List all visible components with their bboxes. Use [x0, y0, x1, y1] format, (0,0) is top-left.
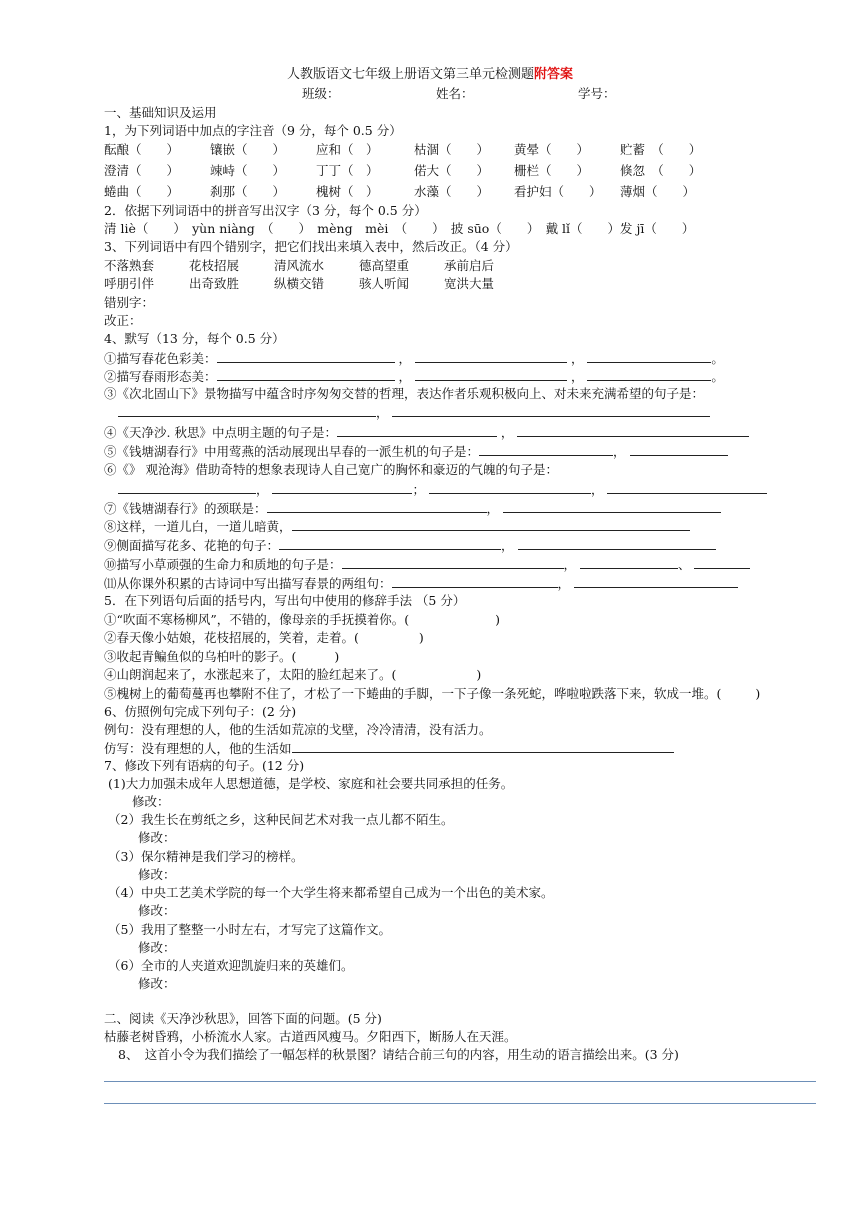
answer-blank[interactable] [217, 368, 395, 381]
answer-line[interactable] [104, 1103, 816, 1104]
q7-fix-label: 修改： [138, 867, 176, 882]
q1-item: 黄晕（ ） [514, 142, 590, 157]
q7-label: 7、修改下列有语病的句子。(12 分) [104, 758, 305, 773]
answer-blank[interactable] [217, 350, 395, 363]
answer-blank[interactable] [517, 424, 749, 437]
title-main: 人教版语文七年级上册语文第三单元检测题 [286, 67, 534, 82]
q1-label: 1，为下列词语中加点的字注音（9 分，每个 0.5 分） [104, 123, 402, 138]
document-title [0, 66, 860, 84]
q3-word: 纵横交错 [274, 276, 325, 291]
q3-word: 出奇致胜 [189, 276, 240, 291]
answer-blank[interactable] [607, 481, 767, 494]
answer-blank[interactable] [587, 368, 711, 381]
answer-blank[interactable] [630, 443, 728, 456]
q4-line-9-text: ⑨侧面描写花多、花艳的句子： [104, 538, 280, 553]
q5-line-2: ②春天像小姑娘，花枝招展的，笑着，走着。( ) [104, 630, 424, 645]
q1-item: 枯涸（ ） [414, 142, 490, 157]
q4-line-7-text: ⑦《钱塘湖春行》的颈联是： [104, 501, 267, 516]
q4-line-10: ⑩描写小草顽强的生命力和质地的句子是： ， 、 [104, 556, 750, 573]
q1-item: 应和（ ） [316, 142, 379, 157]
q4-line-11-text: ⑾从你课外积累的古诗词中写出描写春景的两组句： [104, 576, 392, 591]
q4-line-5-text: ⑤《钱塘湖春行》中用莺燕的活动展现出早春的一派生机的句子是： [104, 444, 480, 459]
q4-line-8 [104, 518, 690, 535]
answer-blank[interactable] [292, 740, 674, 753]
q1-item: 蜷曲（ ） [104, 184, 180, 199]
q4-line-1-text: ①描写春花色彩美： [104, 351, 217, 366]
section-1-heading: 一、基础知识及运用 [104, 105, 217, 120]
q4-line-10-text: ⑩描写小草顽强的生命力和质地的句子是： [104, 557, 342, 572]
answer-blank[interactable] [503, 500, 721, 513]
q5-line-3: ③收起青鳊鱼似的乌柏叶的影子。( ) [104, 649, 340, 664]
q7-item-6: （6）全市的人夹道欢迎凯旋归来的英雄们。 [108, 958, 354, 973]
q4-line-5: ⑤《钱塘湖春行》中用莺燕的活动展现出早春的一派生机的句子是： ， [104, 443, 728, 460]
q4-line-9: ⑨侧面描写花多、花艳的句子： ， [104, 537, 716, 554]
q7-fix-label: 修改： [132, 794, 170, 809]
answer-blank[interactable] [292, 518, 690, 531]
q7-item-5: （5）我用了整整一小时左右，才写完了这篇作文。 [108, 922, 391, 937]
q3-word: 宽洪大量 [444, 276, 495, 291]
q4-label: 4、默写（13 分，每个 0.5 分） [104, 331, 285, 346]
answer-blank[interactable] [580, 556, 678, 569]
q4-line-3: ③《次北固山下》景物描写中蕴含时序匆匆交替的哲理，表达作者乐观积极向上、对未来充满希望的句子是： [104, 386, 705, 401]
q8-prompt: 8、 这首小令为我们描绘了一幅怎样的秋景图？请结合前三句的内容，用生动的语言描绘出来。(3 分) [118, 1047, 679, 1062]
q7-item-3: （3）保尔精神是我们学习的榜样。 [108, 849, 304, 864]
q1-item: 酝酿（ ） [104, 142, 180, 157]
q5-line-4-text: ④山朗润起来了，水涨起来了，太阳的脸红起来了。( [104, 667, 397, 682]
answer-blank[interactable] [694, 556, 750, 569]
q4-line-4: ④《天净沙. 秋思》中点明主题的句子是： ， [104, 424, 749, 441]
q3-wrong-chars-label: 错别字： [104, 295, 155, 310]
q6-example: 例句：没有理想的人，他的生活如荒凉的戈壁，冷冷清清，没有活力。 [104, 722, 492, 737]
answer-blank[interactable] [392, 575, 558, 588]
title-answer-tag: 附答案 [534, 67, 574, 82]
q3-word: 德高望重 [359, 258, 410, 273]
answer-line[interactable] [104, 1081, 816, 1082]
answer-blank[interactable] [518, 537, 716, 550]
q1-item: 倏忽 （ ） [620, 163, 702, 178]
q1-item: 刹那（ ） [210, 184, 286, 199]
q1-item: 镶嵌（ ） [210, 142, 286, 157]
answer-blank[interactable] [267, 500, 487, 513]
q4-line-6: ⑥《》 观沧海》借助奇特的想象表现诗人自己宽广的胸怀和豪迈的气魄的句子是： [104, 462, 558, 477]
q4-line-1: ①描写春花色彩美： ， ， 。 [104, 351, 724, 366]
q5-label: 5．在下列语句后面的括号内，写出句中使用的修辞手法 （5 分） [104, 593, 466, 608]
q4-line-7: ⑦《钱塘湖春行》的颈联是： ， [104, 500, 721, 517]
q1-item: 薄烟（ ） [620, 184, 696, 199]
q7-item-1: (1)大力加强未成年人思想道德，是学校、家庭和社会要共同承担的任务。 [108, 776, 514, 791]
q3-word: 花枝招展 [189, 258, 240, 273]
q7-fix-label: 修改： [138, 940, 176, 955]
answer-blank[interactable] [118, 404, 376, 417]
q1-item: 水藻（ ） [414, 184, 490, 199]
q1-item: 槐树（ ） [316, 184, 379, 199]
q2-label: 2．依据下列词语中的拼音写出汉字（3 分，每个 0.5 分） [104, 203, 427, 218]
section-2-heading: 二、阅读《天净沙秋思》，回答下面的问题。(5 分) [104, 1011, 382, 1026]
poem-text: 枯藤老树昏鸦，小桥流水人家。古道西风瘦马。夕阳西下，断肠人在天涯。 [104, 1029, 517, 1044]
q6-label: 6、仿照例句完成下列句子：(2 分) [104, 704, 297, 719]
q7-fix-label: 修改： [138, 976, 176, 991]
q4-line-2: ②描写春雨形态美： ， ， 。 [104, 369, 724, 384]
q1-item: 竦峙（ ） [210, 163, 286, 178]
q5-line-5-text: ⑤槐树上的葡萄蔓再也攀附不住了，才松了一下蜷曲的手脚，一下子像一条死蛇，哗啦啦跌落下来，软成一堆。( [104, 686, 722, 701]
answer-blank[interactable] [392, 404, 710, 417]
q3-word: 不落熟套 [104, 258, 155, 273]
q4-line-6-blanks: ， ； ， [118, 481, 767, 498]
q1-item: 丁丁（ ） [316, 163, 379, 178]
id-field-label: 学号： [578, 86, 616, 101]
q2-pinyin-line: 清 liè（ ） yùn niàng （ ） mèng mèi （ ） 披 sūo（ ） 戴 lǐ（ ）发 jī（ ） [104, 221, 695, 236]
q5-line-2-text: ②春天像小姑娘，花枝招展的，笑着，走着。( [104, 630, 359, 645]
q5-line-4: ④山朗润起来了，水涨起来了，太阳的脸红起来了。( ) [104, 667, 482, 682]
q3-label: 3、下列词语中有四个错别字，把它们找出来填入表中，然后改正。（4 分） [104, 239, 518, 254]
q3-word: 清风流水 [274, 258, 325, 273]
q7-item-4: （4）中央工艺美术学院的每一个大学生将来都希望自己成为一个出色的美术家。 [108, 885, 554, 900]
q4-line-8-text: ⑧这样，一道儿白，一道儿暗黄， [104, 519, 292, 534]
q3-correction-label: 改正： [104, 313, 142, 328]
answer-blank[interactable] [415, 368, 567, 381]
q3-word: 呼朋引伴 [104, 276, 155, 291]
answer-blank[interactable] [272, 481, 412, 494]
q5-line-1: ①“吹面不寒杨柳风”，不错的，像母亲的手抚摸着你。( ) [104, 612, 501, 627]
q4-line-11: ⑾从你课外积累的古诗词中写出描写春景的两组句： ， [104, 575, 738, 592]
answer-blank[interactable] [429, 481, 591, 494]
q5-line-1-text: ①“吹面不寒杨柳风”，不错的，像母亲的手抚摸着你。( [104, 612, 410, 627]
q1-item: 贮蓄 （ ） [620, 142, 702, 157]
answer-blank[interactable] [279, 537, 501, 550]
q7-fix-label: 修改： [138, 830, 176, 845]
q4-line-4-text: ④《天净沙. 秋思》中点明主题的句子是： [104, 425, 337, 440]
name-field-label: 姓名： [436, 86, 474, 101]
q5-line-3-text: ③收起青鳊鱼似的乌柏叶的影子。( [104, 649, 297, 664]
answer-blank[interactable] [337, 424, 497, 437]
answer-blank[interactable] [342, 556, 564, 569]
answer-blank[interactable] [574, 575, 738, 588]
q3-word: 承前启后 [444, 258, 495, 273]
q5-line-5: ⑤槐树上的葡萄蔓再也攀附不住了，才松了一下蜷曲的手脚，一下子像一条死蛇，哗啦啦跌落下来，软成一堆。( ) [104, 686, 761, 701]
answer-blank[interactable] [118, 481, 256, 494]
q1-item: 看护妇（ ） [514, 184, 602, 199]
q6-imitate [104, 740, 674, 757]
answer-blank[interactable] [415, 350, 567, 363]
q7-item-2: （2）我生长在剪纸之乡，这种民间艺术对我一点儿都不陌生。 [108, 812, 454, 827]
q4-line-2-text: ②描写春雨形态美： [104, 369, 217, 384]
q1-item: 澄清（ ） [104, 163, 180, 178]
answer-blank[interactable] [587, 350, 711, 363]
class-field-label: 班级： [302, 86, 340, 101]
q6-imitate-text: 仿写：没有理想的人，他的生活如 [104, 741, 292, 756]
answer-blank[interactable] [479, 443, 613, 456]
q1-item: 栅栏（ ） [514, 163, 590, 178]
q3-word: 骇人听闻 [359, 276, 410, 291]
q1-item: 偌大（ ） [414, 163, 490, 178]
q7-fix-label: 修改： [138, 903, 176, 918]
q4-line-3-blanks: ， [118, 404, 710, 421]
